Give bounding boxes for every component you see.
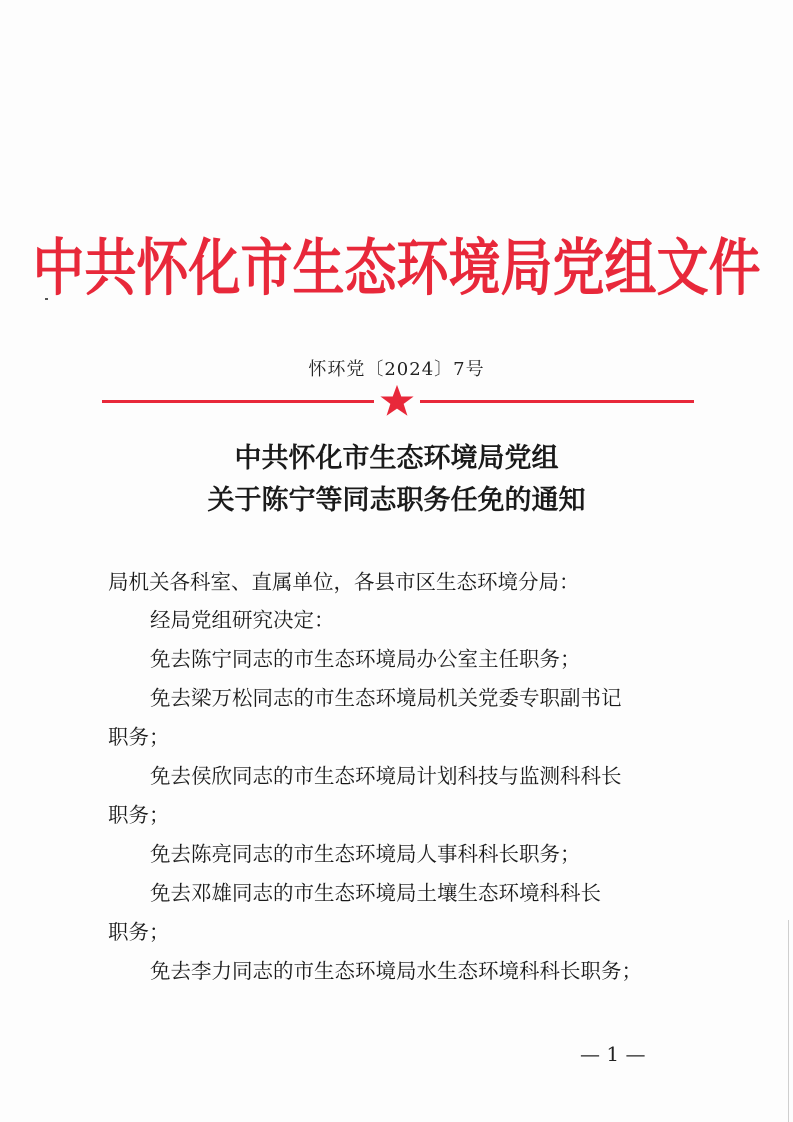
paragraph: 免去陈宁同志的市生态环境局办公室主任职务；	[150, 647, 581, 671]
star-icon	[378, 382, 416, 420]
notice-title-line1: 中共怀化市生态环境局党组	[234, 443, 559, 474]
paragraph: 免去陈亮同志的市生态环境局人事科科长职务；	[150, 842, 581, 866]
paragraph: 免去侯欣同志的市生态环境局计划科技与监测科科长	[150, 764, 622, 788]
paragraph: 免去李力同志的市生态环境局水生态环境科科长职务；	[150, 959, 642, 983]
paragraph-continuation: 职务；	[108, 803, 170, 827]
recipients-line: 局机关各科室、直属单位，各县市区生态环境分局：	[108, 570, 580, 594]
red-rule-left	[102, 400, 374, 403]
notice-title-line2: 关于陈宁等同志职务任免的通知	[207, 485, 586, 516]
red-rule-right	[420, 400, 694, 403]
page-number: — 1 —	[580, 1042, 646, 1066]
issuer-header: 中共怀化市生态环境局党组文件	[32, 233, 761, 305]
paragraph-continuation: 职务；	[108, 920, 170, 944]
paragraph: 免去梁万松同志的市生态环境局机关党委专职副书记	[150, 686, 622, 710]
paragraph: 免去邓雄同志的市生态环境局土壤生态环境科科长	[150, 881, 601, 905]
document-number: 怀环党〔2024〕7号	[308, 359, 485, 380]
paragraph: 经局党组研究决定：	[150, 608, 335, 632]
paragraph-continuation: 职务；	[108, 725, 170, 749]
scan-edge-line	[788, 920, 789, 1122]
